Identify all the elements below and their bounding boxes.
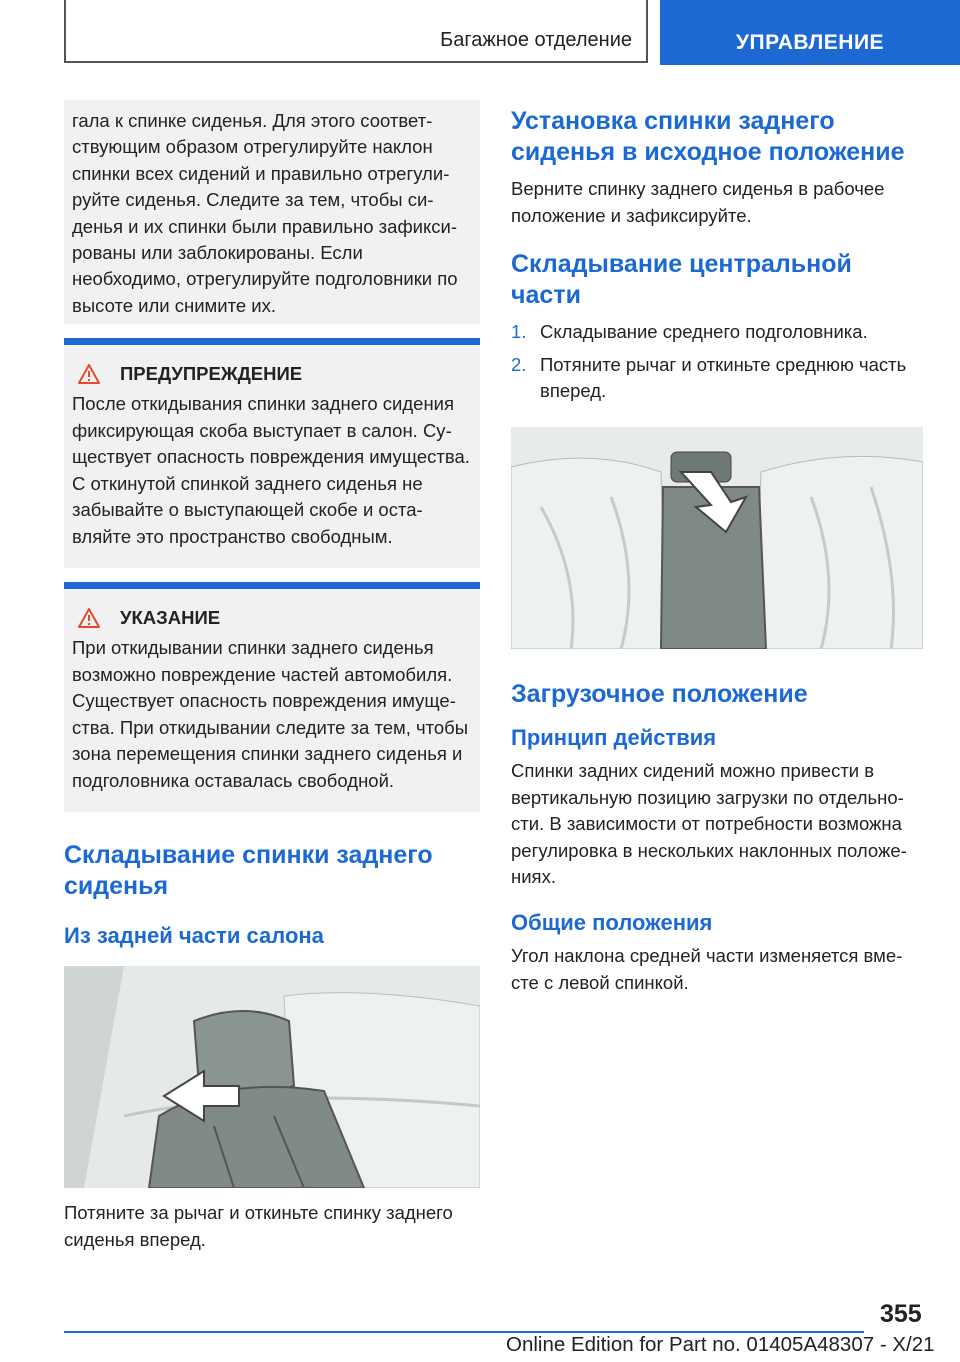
- warning-title-row: [72, 363, 472, 385]
- step-text: Потяните рычаг и откиньте среднюю часть вперед.: [540, 353, 907, 402]
- section-heading-restore-backrest: Установка спинки заднего сиденья в исходное положение: [511, 107, 905, 166]
- restore-paragraph: Верните спинку заднего сиденья в рабочее положение и зафиксируйте.: [511, 178, 885, 226]
- warning-triangle-icon: [78, 364, 100, 384]
- notice-text: При откидывании спинки заднего сиденья возможно повреждение частей автомобиля. Существует опасность повреждения имущества. При откидывании следите за тем, чтобы зона перемещения спинки заднего сиденья и подголовника оставалась свободной.: [72, 637, 469, 791]
- warning-title: ПРЕДУПРЕЖДЕНИЕ: [120, 363, 303, 384]
- step-number: 1.: [511, 321, 527, 343]
- center-section-drawing: [511, 427, 923, 649]
- warning-text: После откидывания спинки заднего сидения фиксирующая скоба выступает в салон. Существует опасность повреждения имущества. С откинутой спинкой заднего сиденья не забывайте о выступающей скобе и оставляйте это пространство свободным.: [72, 393, 470, 547]
- step-number: 2.: [511, 353, 527, 375]
- notice-box: [64, 582, 480, 812]
- seat-lever-drawing: [64, 966, 480, 1188]
- list-item: [511, 352, 923, 405]
- step-text: Складывание среднего подголовника.: [540, 321, 868, 343]
- right-column: [511, 100, 923, 996]
- warning-triangle-icon: [78, 608, 100, 628]
- section-title: Багажное отделение: [440, 29, 632, 51]
- chapter-tab[interactable]: УПРАВЛЕНИЕ: [660, 0, 960, 65]
- page-number: 355: [880, 1300, 922, 1328]
- left-column: [64, 100, 480, 1253]
- center-section-illustration: [511, 427, 923, 649]
- principle-paragraph: Спинки задних сидений можно привести в вертикальную позицию загрузки по отдельности. В зависимости от потребности возможна регулировка в нескольких наклонных положениях.: [511, 759, 907, 888]
- general-paragraph: Угол наклона средней части изменяется вместе с левой спинкой.: [511, 944, 903, 993]
- header-frame: [64, 0, 648, 63]
- subheading-principle: Принцип действия: [511, 724, 717, 750]
- list-item: [511, 319, 923, 346]
- notice-title: УКАЗАНИЕ: [120, 607, 221, 628]
- steps-list: [511, 319, 923, 405]
- warning-box: [64, 338, 480, 568]
- intro-text: гала к спинке сиденья. Для этого соответствующим образом отрегулируйте наклон спинки всех сидений и правильно отрегулируйте сиденья. Следите за тем, чтобы сиденья и их спинки были правильно зафиксированы или заблокированы. Если необходимо, отрегулируйте подголовники по высоте или снимите их.: [72, 110, 458, 316]
- rear-seat-lever-illustration: [64, 966, 480, 1188]
- section-heading-fold-backrest: Складывание спинки заднего сиденья: [64, 841, 433, 900]
- edition-text: Online Edition for Part no. 01405A48307 - X/21: [506, 1333, 935, 1356]
- section-heading-fold-center: Складывание центральной части: [511, 250, 852, 310]
- image-caption: Потяните за рычаг и откиньте спинку заднего сиденья вперед.: [64, 1202, 453, 1250]
- subheading-from-rear: Из задней части салона: [64, 923, 324, 948]
- intro-box: [64, 100, 480, 324]
- subheading-general: Общие положения: [511, 909, 713, 935]
- notice-title-row: [72, 607, 472, 629]
- section-heading-loading-position: Загрузочное положение: [511, 679, 808, 708]
